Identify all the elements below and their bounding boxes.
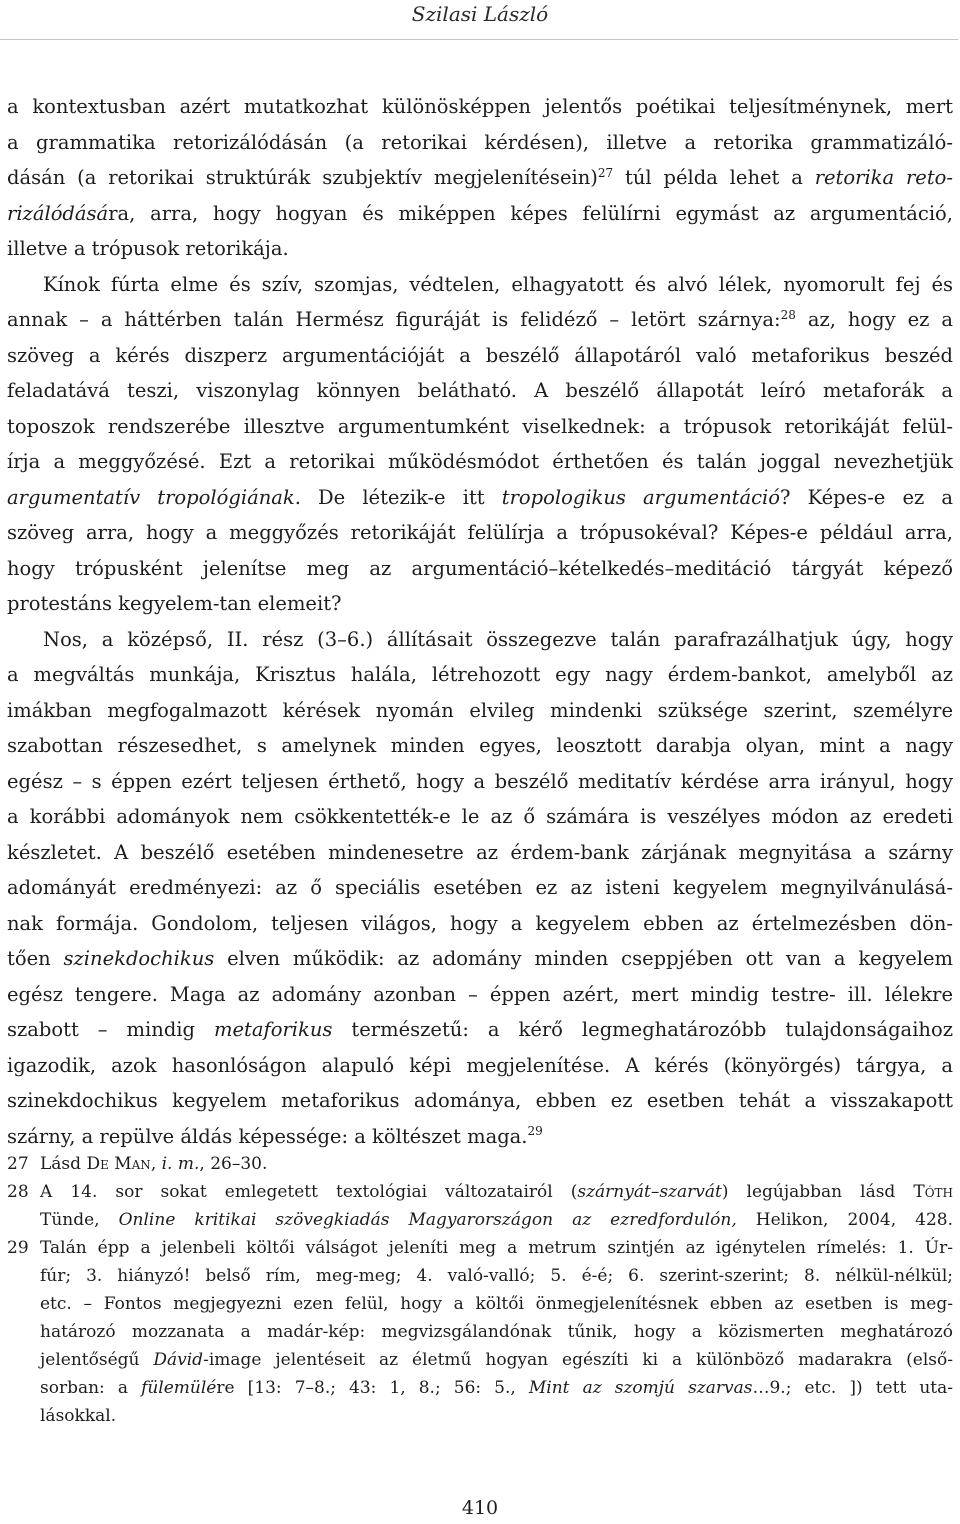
italic-text: fülemülé bbox=[141, 1378, 217, 1398]
text-run: adományát eredményezi: az ő speciális esetében ez az isteni kegyelem megnyilvánulásá- bbox=[7, 876, 953, 899]
italic-text: tropologikus argumentáció bbox=[501, 485, 780, 509]
text-run: készletet. A beszélő esetében mindenesetre az érdem-bank zárjának megnyitása a szárny bbox=[7, 840, 953, 864]
text-line bbox=[7, 196, 953, 232]
text-run: lásokkal. bbox=[40, 1406, 117, 1426]
text-line bbox=[7, 409, 953, 445]
italic-text: i. m. bbox=[161, 1154, 200, 1174]
text-run: Lásd bbox=[40, 1154, 87, 1174]
text-run: ) legújabban lásd bbox=[721, 1182, 914, 1202]
small-caps-name: De Man bbox=[86, 1154, 151, 1174]
text-line bbox=[7, 657, 953, 693]
text-run: feladatává teszi, viszonylag könnyen belátható. A beszélő állapotát leíró metaforák a bbox=[7, 379, 953, 402]
text-run: etc. – Fontos megjegyezni ezen felül, hogy a költői önmegjelenítésnek ebben az esetben is meg- bbox=[40, 1294, 953, 1314]
text-line bbox=[7, 89, 953, 125]
text-run: szinekdochikus kegyelem metaforikus adománya, ebben ez esetben tehát a visszakapott bbox=[7, 1089, 953, 1112]
text-line bbox=[7, 622, 953, 658]
text-run: sorban: a bbox=[40, 1378, 142, 1398]
text-run: a kontextusban azért mutatkozhat különösképpen jelentős poétikai teljesítménynek, mert bbox=[7, 95, 953, 118]
text-run: szabottan részesedhet, s amelynek minden egyes, leosztott darabja olyan, mint a nagy bbox=[7, 734, 953, 757]
text-run: protestáns kegyelem-tan elemeit? bbox=[7, 592, 342, 615]
text-line bbox=[7, 977, 953, 1013]
text-run: , 26–30. bbox=[199, 1154, 268, 1174]
footnote-reference: 28 bbox=[780, 307, 796, 322]
paragraph-continued bbox=[7, 89, 953, 267]
text-line bbox=[40, 1206, 953, 1234]
italic-text: Mint az szomjú szarvas bbox=[528, 1378, 753, 1398]
text-run: . De létezik-e itt bbox=[294, 485, 502, 509]
text-run: egész – s éppen ezért teljesen érthető, hogy a beszélő meditatív kérdése arra irányul, hogy bbox=[7, 769, 953, 793]
italic-text: Online kritikai szövegkiadás Magyarországon az ezredfordulón, bbox=[118, 1210, 737, 1230]
footnote-reference: 29 bbox=[527, 1124, 543, 1139]
text-run: Talán épp a jelenbeli költői válságot jeleníti meg a metrum szintjén az igénytelen rímelés: 1. Úr- bbox=[40, 1238, 953, 1258]
text-run: dásán (a retorikai struktúrák szubjektív megjelenítésein) bbox=[7, 166, 598, 189]
text-line bbox=[7, 1119, 953, 1155]
text-run: illetve a trópusok retorikája. bbox=[7, 237, 289, 260]
text-line bbox=[40, 1178, 953, 1206]
footnote bbox=[7, 1178, 953, 1234]
text-line bbox=[7, 799, 953, 835]
text-run: túl példa lehet a bbox=[613, 166, 815, 189]
body-text bbox=[7, 89, 953, 1154]
paragraph bbox=[7, 622, 953, 1155]
italic-text: metaforikus bbox=[214, 1018, 333, 1041]
text-line bbox=[7, 764, 953, 800]
text-run: Tünde, bbox=[40, 1210, 119, 1230]
footnote bbox=[7, 1234, 953, 1430]
text-line bbox=[7, 338, 953, 374]
italic-text: argumentatív tropológiának bbox=[7, 485, 295, 509]
text-run: tően bbox=[7, 947, 64, 970]
text-line bbox=[7, 231, 953, 267]
text-run: nak formája. Gondolom, teljesen világos, hogy a kegyelem ebben az értelmezésben dön- bbox=[7, 911, 953, 935]
text-line bbox=[7, 160, 953, 196]
italic-text: Dávid bbox=[153, 1350, 204, 1370]
text-run: igazodik, azok hasonlóságon alapuló képi megjelenítése. A kérés (könyörgés) tárgya, a bbox=[7, 1053, 953, 1077]
text-run: fúr; 3. hiányzó! belső rím, meg-meg; 4. való-valló; 5. é-é; 6. szerint-szerint; 8. nélkül-nélkül; bbox=[40, 1266, 953, 1286]
text-run: A 14. sor sokat emlegetett textológiai változatairól ( bbox=[40, 1182, 578, 1202]
footnote-number: 28 bbox=[7, 1182, 29, 1202]
footnote-number: 27 bbox=[7, 1154, 29, 1174]
footnote bbox=[7, 1150, 953, 1178]
text-line bbox=[7, 302, 953, 338]
text-line bbox=[7, 1048, 953, 1084]
text-line bbox=[7, 444, 953, 480]
text-line bbox=[7, 1012, 953, 1048]
text-run: egész tengere. Maga az adomány azonban – éppen azért, mert mindig testre- ill. lélekre bbox=[7, 982, 953, 1006]
text-run: imákban megfogalmazott kérések nyomán elvileg mindenki szüksége szerint, személyre bbox=[7, 698, 953, 722]
text-run: toposzok rendszerébe illesztve argumentumként viselkednek: a trópusok retorikáját felül- bbox=[7, 414, 953, 438]
italic-text: szinekdochikus bbox=[63, 947, 215, 970]
text-line bbox=[40, 1150, 953, 1178]
text-run: ? Képes-e ez a bbox=[780, 485, 953, 509]
italic-text: szárnyát–szarvát bbox=[577, 1182, 722, 1202]
text-line bbox=[40, 1290, 953, 1318]
text-line bbox=[7, 728, 953, 764]
text-line bbox=[7, 373, 953, 409]
text-line bbox=[40, 1262, 953, 1290]
text-line bbox=[7, 267, 953, 303]
page-number: 410 bbox=[461, 1497, 499, 1519]
text-run: határozó mozzanata a madár-kép: megvizsgálandónak tűnik, hogy a közismerten meghatározó bbox=[40, 1322, 953, 1342]
footnote-text bbox=[40, 1234, 953, 1430]
text-run: az, hogy ez a bbox=[795, 308, 953, 331]
text-run: a megváltás munkája, Krisztus halála, létrehozott egy nagy érdem-bankot, amelyből az bbox=[7, 663, 953, 686]
footnote-reference: 27 bbox=[597, 165, 614, 180]
text-line bbox=[7, 906, 953, 942]
italic-text: retorika reto- bbox=[814, 166, 953, 189]
text-line bbox=[7, 586, 953, 622]
footnote-text bbox=[40, 1150, 953, 1178]
footnotes bbox=[7, 1150, 953, 1430]
text-line bbox=[7, 480, 953, 516]
text-run: ra, arra, hogy hogyan és miképpen képes felülírni egymást az argumentáció, bbox=[108, 201, 953, 225]
text-run: elven működik: az adomány minden cseppjében ott van a kegyelem bbox=[214, 947, 953, 970]
text-run: a korábbi adományok nem csökkentették-e le az ő számára is veszélyes módon az eredeti bbox=[7, 805, 953, 828]
text-run: , bbox=[150, 1154, 162, 1174]
text-run: hogy trópusként jelenítse meg az argumentáció–kételkedés–meditáció tárgyát képező bbox=[7, 556, 953, 580]
text-run: jelentőségű bbox=[40, 1350, 154, 1370]
running-head bbox=[0, 2, 960, 26]
text-run: szöveg a kérés diszperz argumentációját a beszélő állapotáról való metaforikus beszéd bbox=[7, 343, 953, 367]
text-line bbox=[40, 1234, 953, 1262]
text-line bbox=[40, 1402, 953, 1430]
text-run: írja a meggyőzésé. Ezt a retorikai működésmódot érthetően és talán joggal nevezhetjük bbox=[7, 450, 953, 473]
text-run: re [13: 7–8.; 43: 1, 8.; 56: 5., bbox=[216, 1378, 529, 1398]
footnote-number: 29 bbox=[7, 1238, 29, 1258]
text-line bbox=[7, 870, 953, 906]
text-line bbox=[7, 835, 953, 871]
text-run: Kínok fúrta elme és szív, szomjas, védtelen, elhagyatott és alvó lélek, nyomorult fej és bbox=[43, 272, 953, 296]
text-run: a grammatika retorizálódásán (a retorikai kérdésen), illetve a retorika grammatizáló- bbox=[7, 130, 953, 154]
text-line bbox=[40, 1374, 953, 1402]
text-run: Helikon, 2004, 428. bbox=[736, 1210, 953, 1230]
italic-text: rizálódásá bbox=[7, 201, 109, 225]
small-caps-name: Tóth bbox=[913, 1182, 954, 1202]
author-name: Szilasi László bbox=[411, 2, 549, 26]
text-line bbox=[7, 125, 953, 161]
text-run: természetű: a kérő legmeghatározóbb tulajdonságaihoz bbox=[332, 1018, 953, 1041]
header-rule bbox=[0, 39, 958, 40]
text-run: annak – a háttérben talán Hermész figuráját is felidéző – letört szárnya: bbox=[7, 308, 781, 331]
text-run: szabott – mindig bbox=[7, 1018, 215, 1041]
text-line bbox=[7, 941, 953, 977]
text-run: -image jelentéseit az életmű hogyan egészíti ki a különböző madarakra (első- bbox=[203, 1350, 953, 1370]
footnote-text bbox=[40, 1178, 953, 1234]
text-run: szöveg arra, hogy a meggyőzés retorikáját felülírja a trópusokéval? Képes-e például arra, bbox=[7, 521, 953, 544]
text-line bbox=[7, 551, 953, 587]
text-line bbox=[40, 1346, 953, 1374]
text-line bbox=[7, 693, 953, 729]
text-line bbox=[7, 1083, 953, 1119]
text-run: …9.; etc. ]) tett uta- bbox=[752, 1378, 954, 1398]
text-run: szárny, a repülve áldás képessége: a költészet maga. bbox=[7, 1124, 528, 1148]
text-line bbox=[7, 515, 953, 551]
text-line bbox=[40, 1318, 953, 1346]
paragraph bbox=[7, 267, 953, 622]
text-run: Nos, a középső, II. rész (3–6.) állításait összegezve talán parafrazálhatjuk úgy, hogy bbox=[43, 627, 953, 651]
